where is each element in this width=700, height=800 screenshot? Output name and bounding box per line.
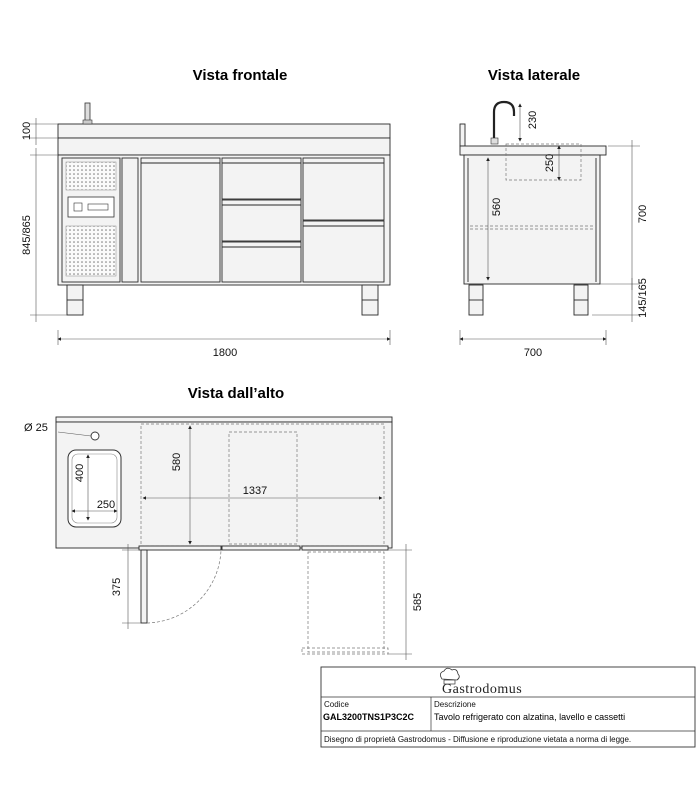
dim-side-700-width: 700 <box>523 347 543 359</box>
handle-door <box>139 546 221 550</box>
side-view <box>460 67 649 359</box>
front-worktop <box>58 138 390 155</box>
top-view <box>24 385 424 660</box>
description-value: Tavolo refrigerato con alzatina, lavello e cassetti <box>434 712 626 722</box>
dim-side-560: 560 <box>491 197 503 217</box>
drawer-3 <box>222 242 301 282</box>
dim-top-400: 400 <box>74 463 86 483</box>
front-view-title: Vista frontale <box>192 67 288 84</box>
drawer-4 <box>303 158 384 220</box>
dim-front-width: 1800 <box>212 347 238 359</box>
code-label: Codice <box>324 700 349 709</box>
top-backsplash <box>56 417 392 422</box>
dim-front-height: 845/865 <box>21 215 33 255</box>
vent-grille-bottom <box>66 226 116 276</box>
handle-drawers-right <box>302 546 388 550</box>
door-swing-arc <box>147 550 221 623</box>
dim-top-580: 580 <box>171 452 183 472</box>
drawer-2 <box>222 200 301 241</box>
open-drawer-outline <box>308 552 384 652</box>
tap-icon <box>83 103 92 124</box>
dim-side-250: 250 <box>544 153 556 173</box>
side-tap-icon <box>494 102 514 140</box>
dim-front-100: 100 <box>21 121 33 141</box>
footer-notice: Disegno di proprietà Gastrodomus - Diffusione e riproduzione vietata a norma di legge. <box>324 735 632 744</box>
top-view-title: Vista dall’alto <box>187 385 285 402</box>
side-body <box>464 155 600 284</box>
dim-top-585: 585 <box>412 592 424 612</box>
dim-side-145: 145/165 <box>637 278 649 318</box>
dim-top-375: 375 <box>111 577 123 597</box>
title-block <box>321 667 695 747</box>
description-label: Descrizione <box>434 700 476 709</box>
open-drawer-front <box>302 648 388 654</box>
code-value: GAL3200TNS1P3C2C <box>323 712 415 722</box>
door-panel <box>141 158 220 282</box>
dim-side-230: 230 <box>527 110 539 130</box>
dim-top-d25: Ø 25 <box>24 422 48 434</box>
drawer-1 <box>222 158 301 199</box>
side-column <box>122 158 138 282</box>
front-backsplash <box>58 124 390 138</box>
vent-grille-top <box>66 162 116 190</box>
side-worktop <box>460 146 606 155</box>
dim-side-700-height: 700 <box>637 204 649 224</box>
drawer-5 <box>303 221 384 282</box>
side-view-title: Vista laterale <box>487 67 581 84</box>
dim-top-1337: 1337 <box>242 485 268 497</box>
open-door-leaf <box>141 550 147 623</box>
tap-hole-icon <box>91 432 99 440</box>
dim-top-250: 250 <box>96 499 116 511</box>
front-view <box>21 67 390 359</box>
company-logo-text: Gastrodomus <box>442 682 523 697</box>
sink-basin <box>68 450 121 527</box>
handle-drawers-middle <box>222 546 300 550</box>
side-backsplash <box>460 124 465 146</box>
